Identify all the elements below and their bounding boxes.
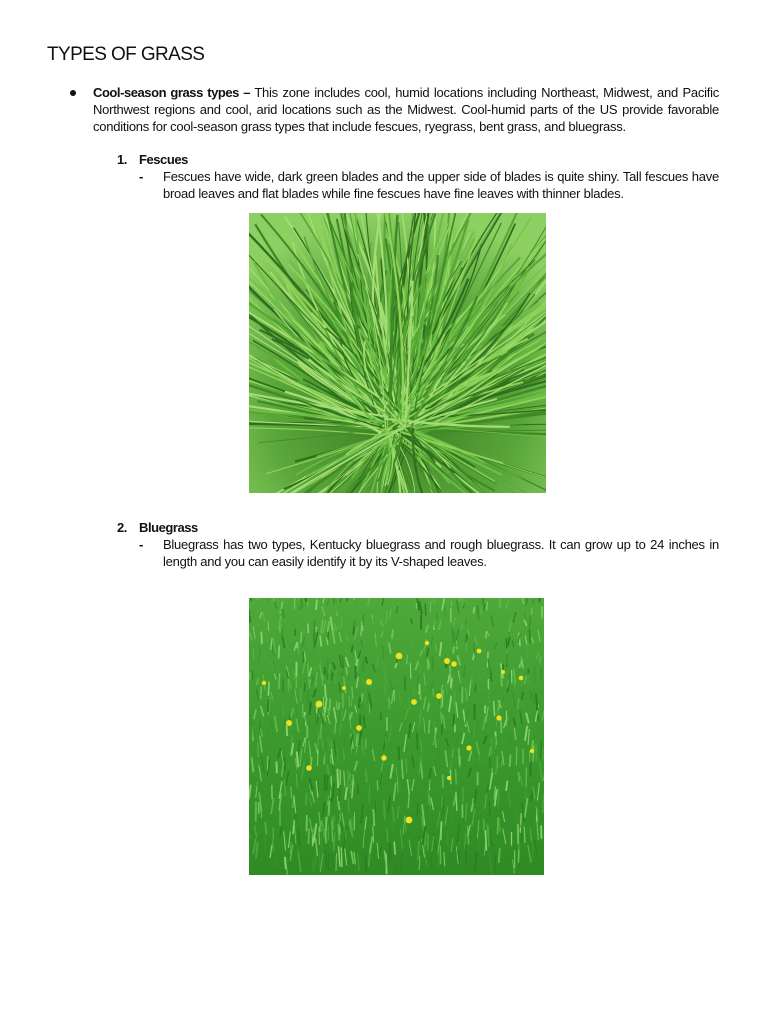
lawn-blade	[290, 600, 291, 607]
lawn-blade	[304, 682, 305, 691]
dandelion-flower	[436, 693, 442, 699]
lawn-blade	[432, 656, 433, 671]
lawn-blade	[249, 673, 250, 680]
bullet-paragraph	[93, 84, 719, 135]
dandelion-flower	[447, 776, 451, 780]
fescue-grass-photo	[249, 213, 546, 493]
section-number: 1.	[117, 152, 127, 167]
lawn-blade	[275, 798, 276, 817]
lawn-blade	[429, 660, 430, 669]
lawn-blade	[510, 754, 511, 767]
lawn-blade	[417, 803, 418, 815]
lawn-blade	[338, 702, 339, 710]
lawn-blade	[325, 685, 326, 698]
lawn-blade	[348, 618, 349, 628]
lawn-blade	[294, 598, 295, 610]
fescues-description-text: Fescues have wide, dark green blades and the upper side of blades is quite shiny. Tall fescues have broad leaves and flat blades while fine fescues have fine leaves with thinner blades.	[163, 169, 719, 201]
dandelion-flower	[519, 676, 524, 681]
lawn-blade	[318, 732, 319, 750]
dandelion-flower	[530, 749, 534, 753]
lawn-blade	[257, 765, 258, 778]
lawn-blade	[261, 632, 262, 645]
lawn-blade	[319, 849, 320, 871]
lawn-blade	[308, 624, 309, 634]
lawn-blade	[405, 676, 406, 690]
bluegrass-lawn-photo	[249, 598, 544, 875]
lawn-blade	[429, 720, 430, 734]
lawn-blade	[276, 762, 277, 774]
dandelion-flower	[411, 699, 417, 705]
lawn-blade	[385, 679, 386, 694]
section-title: Fescues	[139, 152, 188, 167]
lawn-blade	[518, 850, 519, 863]
lawn-blade	[447, 831, 448, 847]
lawn-blade	[337, 769, 338, 788]
dandelion-flower	[316, 701, 323, 708]
lawn-blade	[450, 665, 451, 681]
lawn-blade	[369, 785, 370, 802]
lawn-blade	[254, 748, 255, 758]
lawn-blade	[441, 822, 442, 841]
lawn-blade	[285, 857, 286, 869]
lawn-blade	[279, 646, 280, 659]
lawn-blade	[365, 854, 366, 872]
lawn-blade	[428, 834, 429, 851]
lawn-blade	[478, 605, 479, 619]
lawn-blade	[466, 619, 467, 625]
lawn-blade	[442, 797, 443, 808]
lawn-blade	[530, 689, 531, 700]
lawn-blade	[441, 697, 442, 709]
lawn-blade	[268, 682, 269, 696]
lawn-blade	[316, 599, 317, 610]
lawn-blade	[516, 747, 517, 766]
dandelion-flower	[444, 658, 450, 664]
lawn-blade	[427, 657, 428, 671]
lawn-blade	[250, 714, 251, 725]
lawn-blade	[542, 746, 543, 760]
lawn-blade	[529, 824, 530, 840]
lawn-blade	[308, 828, 309, 844]
lawn-blade	[466, 845, 467, 867]
dandelion-flower	[396, 653, 403, 660]
lawn-blade	[472, 673, 473, 686]
lawn-blade	[384, 801, 385, 820]
lawn-blade	[419, 856, 420, 870]
lawn-blade	[432, 611, 433, 618]
lawn-blade	[519, 772, 520, 781]
lawn-blade	[501, 674, 502, 687]
lawn-blade	[452, 629, 453, 643]
dash-marker: -	[139, 537, 144, 552]
lawn-blade	[373, 809, 374, 826]
lawn-blade	[330, 699, 331, 711]
lawn-blade	[348, 770, 349, 789]
lawn-blade	[287, 725, 288, 736]
lawn-blade	[524, 827, 525, 843]
lawn-blade	[306, 793, 307, 806]
lawn-blade	[451, 678, 452, 687]
lawn-blade	[489, 801, 490, 814]
lawn-blade	[528, 674, 529, 684]
lawn-blade	[535, 666, 536, 682]
lawn-blade	[487, 602, 488, 611]
lawn-blade	[336, 669, 337, 683]
lawn-blade	[327, 670, 328, 680]
lawn-blade	[410, 663, 411, 679]
bluegrass-lawn-image	[249, 598, 544, 875]
dandelion-flower	[306, 765, 312, 771]
lawn-blade	[509, 674, 510, 688]
lawn-blade	[355, 666, 356, 679]
lawn-blade	[352, 687, 353, 699]
lawn-blade	[347, 598, 348, 601]
lawn-blade	[506, 638, 507, 649]
lawn-blade	[303, 704, 304, 718]
lawn-blade	[425, 604, 426, 616]
lawn-blade	[336, 853, 337, 871]
lawn-blade	[291, 787, 292, 799]
lawn-blade	[536, 744, 537, 762]
bullet-dot-icon	[70, 90, 76, 96]
lawn-blade	[541, 741, 542, 758]
dandelion-flower	[425, 641, 429, 645]
cool-season-bullet	[70, 84, 719, 135]
lawn-blade	[539, 598, 540, 602]
lawn-blade	[249, 610, 250, 623]
lawn-blade	[268, 622, 269, 631]
section-heading-bluegrass	[117, 519, 198, 536]
lawn-blade	[439, 751, 440, 769]
lawn-blade	[308, 691, 309, 706]
lawn-blade	[389, 698, 390, 709]
lawn-blade	[334, 833, 335, 851]
lawn-blade	[477, 752, 478, 771]
section-number: 2.	[117, 520, 127, 535]
lawn-blade	[475, 685, 476, 693]
lawn-blade	[251, 598, 252, 601]
lawn-blade	[380, 713, 381, 721]
lawn-blade	[285, 779, 286, 796]
lawn-blade	[459, 748, 460, 765]
lawn-blade	[280, 609, 281, 615]
lawn-blade	[392, 630, 393, 639]
lawn-blade	[359, 697, 360, 708]
dandelion-flower	[366, 679, 372, 685]
lawn-blade	[366, 769, 367, 783]
section-title: Bluegrass	[139, 520, 198, 535]
lawn-blade	[543, 794, 544, 813]
lawn-blade	[327, 775, 328, 791]
dandelion-flower	[477, 649, 482, 654]
lawn-blade	[363, 614, 364, 626]
bluegrass-description	[139, 536, 719, 570]
dandelion-flower	[356, 725, 362, 731]
lawn-blade	[399, 746, 400, 760]
lawn-blade	[352, 697, 353, 707]
bullet-body-text: This zone includes cool, humid locations including Northeast, Midwest, and Pacific Northwest regions and cool, arid locations such as the Midwest. Cool-humid parts of the US provide favorable conditions for cool-season grass types that include fescues, ryegrass, bent grass, and bluegrass.	[93, 85, 720, 134]
lawn-blade	[501, 718, 502, 733]
bullet-lead-text: Cool-season grass types –	[93, 85, 251, 100]
dandelion-flower	[262, 681, 266, 685]
lawn-blade	[344, 749, 345, 761]
lawn-blade	[506, 781, 507, 791]
lawn-blade	[533, 745, 534, 761]
dandelion-flower	[342, 686, 346, 690]
dandelion-flower	[381, 755, 386, 760]
lawn-blade	[268, 699, 269, 712]
lawn-blade	[337, 612, 338, 617]
lawn-blade	[529, 629, 530, 643]
lawn-blade	[485, 830, 486, 851]
lawn-blade	[377, 656, 378, 667]
lawn-blade	[420, 684, 421, 700]
lawn-blade	[387, 829, 388, 842]
lawn-blade	[326, 852, 327, 870]
dandelion-flower	[286, 720, 292, 726]
lawn-blade	[394, 842, 395, 855]
lawn-blade	[308, 663, 309, 675]
dandelion-flower	[466, 745, 471, 750]
bluegrass-description-text: Bluegrass has two types, Kentucky bluegrass and rough bluegrass. It can grow up to 24 inches in length and you can easily identify it by its V-shaped leaves.	[163, 537, 719, 569]
lawn-blade	[260, 686, 261, 699]
lawn-blade	[430, 768, 431, 779]
lawn-blade	[453, 714, 454, 726]
lawn-blade	[341, 847, 342, 867]
section-heading-fescues	[117, 151, 188, 168]
lawn-blade	[497, 757, 498, 769]
lawn-blade	[377, 781, 378, 791]
dandelion-flower	[406, 817, 413, 824]
dandelion-flower	[501, 670, 505, 674]
lawn-blade	[453, 647, 454, 654]
lawn-blade	[498, 817, 499, 834]
lawn-blade	[499, 848, 500, 863]
fescues-description	[139, 168, 719, 202]
lawn-blade	[329, 676, 330, 684]
lawn-blade	[273, 840, 274, 852]
dandelion-flower	[451, 661, 457, 667]
dash-marker: -	[139, 169, 144, 184]
lawn-blade	[418, 676, 419, 692]
page-title: TYPES OF GRASS	[47, 44, 205, 65]
lawn-blade	[265, 653, 266, 659]
lawn-blade	[430, 601, 431, 613]
lawn-blade	[494, 701, 495, 716]
lawn-blade	[301, 631, 302, 643]
lawn-blade	[417, 733, 418, 750]
fescue-grass-image	[249, 213, 546, 493]
lawn-blade	[389, 842, 390, 862]
dandelion-flower	[496, 715, 501, 720]
lawn-blade	[418, 841, 419, 860]
lawn-blade	[265, 834, 266, 854]
lawn-blade	[532, 842, 533, 862]
lawn-blade	[456, 769, 457, 785]
